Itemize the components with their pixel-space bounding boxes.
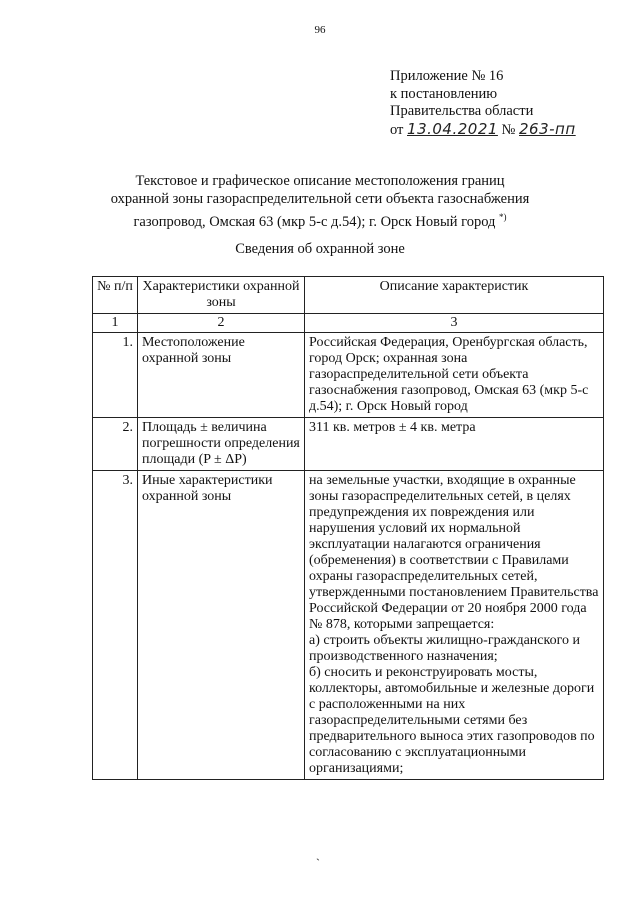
- row-characteristic: Иные характеристики охранной зоны: [138, 471, 305, 780]
- index-cell-2: 2: [138, 314, 305, 333]
- page-number: 96: [314, 24, 326, 36]
- appendix-block: [390, 68, 576, 139]
- appendix-line-2: к постановлению: [390, 85, 498, 102]
- table-row: [93, 471, 604, 780]
- description-paragraph-2: а) строить объекты жилищно-гражданского и производственного назначения;: [309, 633, 580, 664]
- table-header-row: [93, 277, 604, 314]
- header-characteristics: Характеристики охранной зоны: [138, 277, 305, 314]
- section-subtitle: Сведения об охранной зоне: [235, 241, 405, 257]
- footnote-mark: *): [499, 212, 507, 222]
- bottom-mark: `: [316, 856, 320, 870]
- date-prefix: от: [390, 121, 404, 138]
- title-line-3-text: газопровод, Омская 63 (мкр 5-с д.54); г. Орск Новый город: [133, 213, 496, 230]
- document-title: [90, 172, 550, 231]
- appendix-line-1: Приложение № 16: [390, 68, 504, 84]
- title-line-1: Текстовое и графическое описание местоположения границ: [135, 173, 505, 189]
- handwritten-number: 263-пп: [519, 119, 576, 138]
- protection-zone-table: [92, 276, 604, 780]
- header-number: № п/п: [93, 277, 138, 314]
- row-number: 1.: [93, 333, 138, 418]
- appendix-date-line: [390, 121, 576, 140]
- table-row: [93, 333, 604, 418]
- index-cell-1: 1: [93, 314, 138, 333]
- row-number: 3.: [93, 471, 138, 780]
- title-line-2: охранной зоны газораспределительной сети объекта газоснабжения: [110, 191, 530, 207]
- table-index-row: [93, 314, 604, 333]
- row-characteristic: Местоположение охранной зоны: [138, 333, 305, 418]
- index-cell-3: 3: [305, 314, 604, 333]
- handwritten-date: 13.04.2021: [407, 119, 498, 138]
- appendix-line-3: Правительства области: [390, 103, 534, 119]
- row-description: 311 кв. метров ± 4 кв. метра: [305, 418, 604, 471]
- row-number: 2.: [93, 418, 138, 471]
- table-row: [93, 418, 604, 471]
- number-prefix: №: [501, 121, 516, 138]
- title-line-3: [90, 208, 550, 231]
- description-paragraph-1: на земельные участки, входящие в охранные зоны газораспределительных сетей, в целях предупреждения их повреждения или нарушения условий их нормальной эксплуатации налагаются ограничения (обременения) в соответствии с Правилами охраны газораспределительных сетей, утвержденными постановлением Правительства Российской Федерации от 20 ноября 2000 года № 878, которыми запрещается:: [309, 473, 599, 632]
- row-description: [305, 471, 604, 780]
- row-description: Российская Федерация, Оренбургская область, город Орск; охранная зона газораспределительной сети объекта газоснабжения газопровод, Омская 63 (мкр 5-с д.54); г. Орск Новый город: [305, 333, 604, 418]
- description-paragraph-3: б) сносить и реконструировать мосты, коллекторы, автомобильные и железные дороги с расположенными на них газораспределительными сетями без предварительного выноса этих газопроводов по согласованию с эксплуатационными организациями;: [309, 665, 595, 776]
- header-description: Описание характеристик: [305, 277, 604, 314]
- row-characteristic: Площадь ± величина погрешности определения площади (P ± ΔP): [138, 418, 305, 471]
